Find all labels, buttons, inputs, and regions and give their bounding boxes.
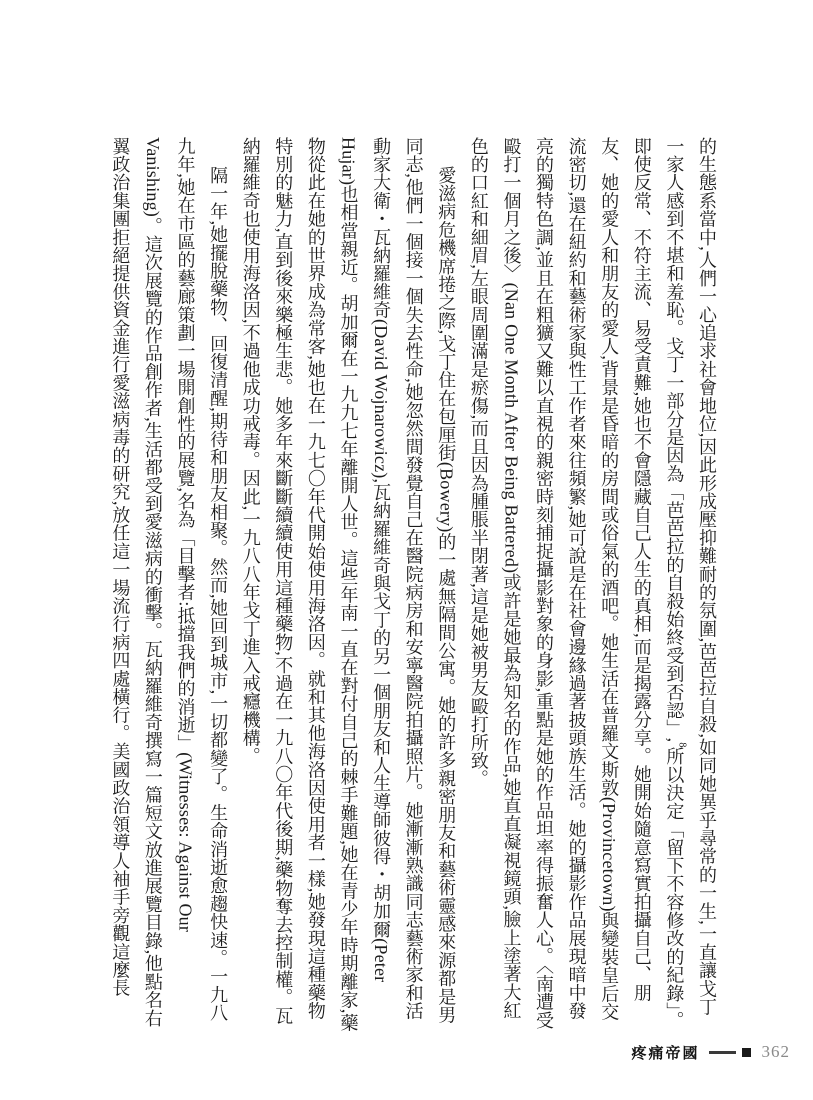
vertical-text-block bbox=[95, 137, 723, 1032]
book-title: 疼痛帝國 bbox=[631, 1045, 700, 1062]
paragraph-3: 隔一年,她擺脫藥物、回復清醒,期待和朋友相聚。然而,她回到城市,一切都變了。生命消逝愈趨快速。一九八九年,她在市區的藝廊策劃一場開創性的展覽,名為「目擊者:抵擋我們的消逝」(Witnesses: Against Our Vanishing)。這次展覽的作品創作者,生活都受到愛滋病的衝擊。瓦納羅維奇撰寫一篇短文放進展覽目錄,他點名右翼政治集團拒絕提供資金進行愛滋病毒的研究,放任這一場流行病四處橫行。美國政治領導人袖手旁觀這麼長 bbox=[110, 137, 229, 1028]
footer-square-icon bbox=[742, 1048, 751, 1057]
paragraph-2: 愛滋病危機席捲之際,戈丁住在包厘街(Bowery)的一處無隔間公寓。她的許多親密朋友和藝術靈感來源都是男同志,他們一個接一個失去性命,她忽然間發覺自己在醫院病房和安寧醫院拍攝照片。她漸漸熟識同志藝術家和活動家大衛・瓦納羅維奇(David Wojnarowicz),瓦納羅維奇與戈丁的另一個朋友和人生導師彼得・胡加爾(Peter Hujar)也相當親近。胡加爾在一九九七年離開人世。這些年南一直在對付自己的棘手難題,她在青少年時期離家,藥物從此在她的世界成為常客,她也在一九七〇年代開始使用海洛因。就和其他海洛因使用者一樣,她發現這種藥物特別的魅力,直到後來樂極生悲。她多年來斷斷續續使用這種藥物,不過在一九八〇年代後期,藥物奪去控制權。瓦納羅維奇也使用海洛因,不過他成功戒毒。因此,一九八八年戈丁進入戒癮機構。 bbox=[240, 137, 457, 1032]
paragraph-1 bbox=[462, 137, 723, 1032]
page-number: 362 bbox=[761, 1042, 790, 1061]
paragraph-1-continued: 所以決定「留下不容修改的紀錄」。即使反常、不符主流、易受責難,她也不會隱藏自己人生的真相,而是揭露分享。她開始隨意寫實拍攝自己、朋友、她的愛人和朋友的愛人,背景是昏暗的房間或俗氣的酒吧。她生活在普羅文斯敦(Provincetown)與變裝皇后交流密切,還在紐約和藝術家與性工作者來往頻繁,她可說是在社會邊緣過著披頭族生活。她的攝影作品展現暗中發亮的獨特色調,並且在粗獷又難以直視的親密時刻捕捉攝影對象的身影,重點是她的作品坦率得振奮人心。〈南遭受毆打一個月之後〉(Nan One Month After Being Battered)或許是她最為知名的作品,她直直凝視鏡頭,臉上塗著大紅色的口紅和細眉,左眼周圍滿是瘀傷,而且因為腫脹半閉著,這是她被男友毆打所致。 bbox=[468, 137, 685, 1030]
page-footer bbox=[631, 1041, 790, 1063]
footnote-marker: 8 bbox=[676, 742, 688, 748]
footer-dash-icon bbox=[709, 1051, 736, 1054]
paragraph-1-text: 的生態系當中,人們一心追求社會地位,因此形成壓抑難耐的氛圍,芭芭拉自殺,如同她異乎尋常的一生,一直讓戈丁一家人感到不堪和羞恥。戈丁一部分是因為「芭芭拉的自殺始終受到否認」, bbox=[664, 137, 717, 1016]
